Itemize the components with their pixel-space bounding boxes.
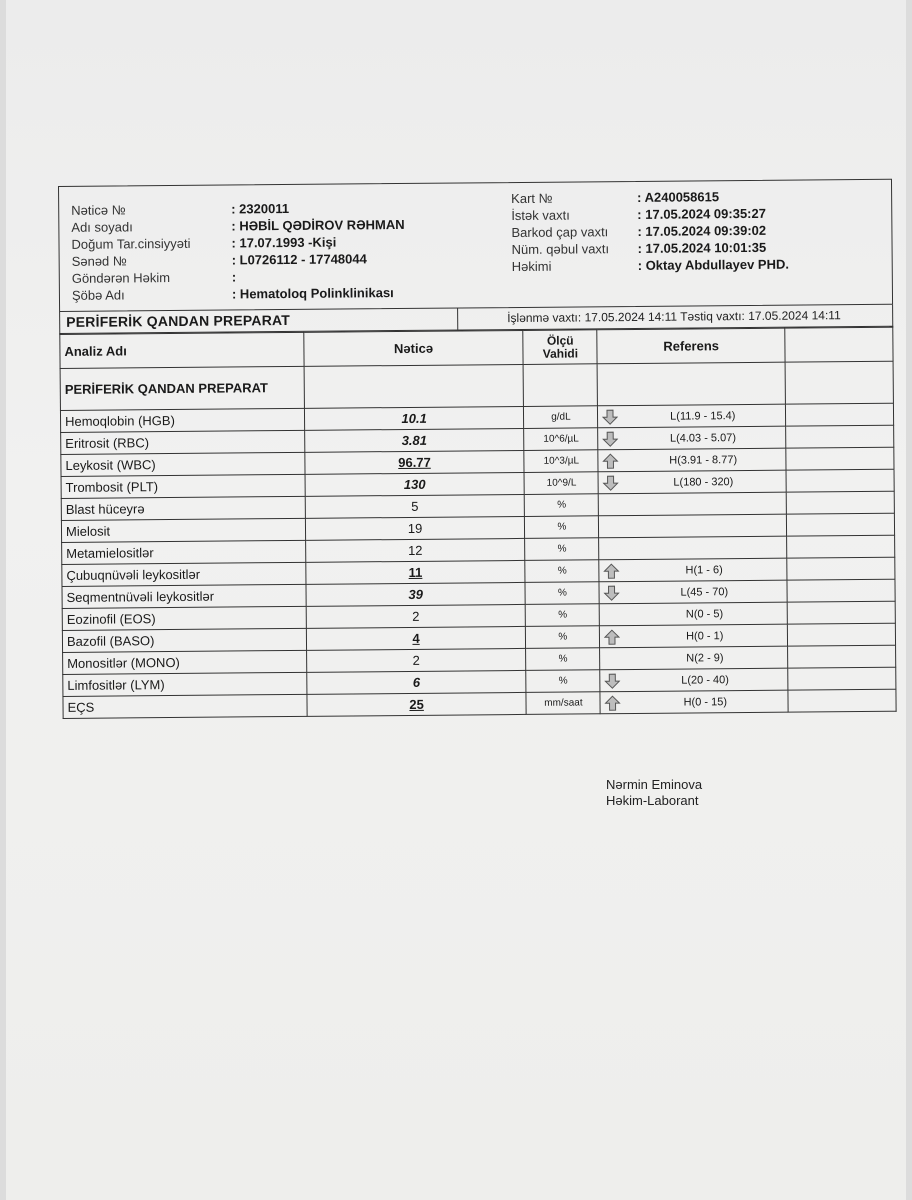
reference-cell [598,448,786,472]
arrow-up-icon [603,453,619,469]
extra-cell [787,557,895,580]
unit: mm/saat [526,692,600,715]
header-extra [785,327,893,362]
header-reference: Referens [597,328,785,364]
reference-range [626,547,783,548]
header-analysis-name: Analiz Adı [60,332,304,368]
result-value: 19 [407,520,423,536]
field-value: : 17.07.1993 -Kişi [231,234,337,251]
field-label: Nəticə № [71,202,126,218]
extra-cell [788,645,896,668]
reference-range: N(0 - 5) [685,607,724,621]
request-info [511,189,789,276]
field-label: Doğum Tar.cinsiyyəti [71,235,191,252]
analysis-name: Seqmentnüvəli leykositlər [62,584,306,608]
reference [602,407,781,425]
group-title: PERİFERİK QANDAN PREPARAT [60,366,304,410]
field-value: : L0726112 - 17748044 [231,251,367,268]
result-cell [306,582,526,606]
result-cell [305,538,525,562]
result-value: 6 [412,674,421,690]
extra-cell [787,623,895,646]
result-value: 10.1 [401,410,427,427]
field-value: : 17.05.2024 09:35:27 [637,205,766,222]
field-label: Barkod çap vaxtı [511,224,609,241]
analysis-name: Metamielositlər [62,540,306,564]
result-value: 25 [409,696,424,712]
header-field [512,257,789,276]
reference [603,473,782,491]
field-value: : [231,269,237,285]
reference [603,451,782,469]
result-value: 3.81 [401,432,428,449]
reference [605,693,784,711]
unit: 10^9/L [524,472,598,495]
reference-cell [598,404,786,428]
reference-range: N(2 - 9) [686,651,724,665]
arrow-down-icon [605,673,621,689]
extra-cell [786,447,894,470]
reference [604,583,783,601]
result-cell [305,472,525,496]
result-value: 4 [412,630,420,646]
reference [604,649,783,667]
extra-cell [788,689,896,712]
unit: % [526,604,600,627]
result-cell [305,494,525,518]
reference-cell [599,580,787,604]
reference-cell [598,470,786,494]
field-value: : 17.05.2024 09:39:02 [637,222,767,239]
extra-cell [786,491,894,514]
section-divider [457,309,458,330]
reference-range: L(20 - 40) [681,673,729,687]
reference [603,429,782,447]
reference-cell [598,426,786,450]
field-label: Göndərən Həkim [71,270,171,286]
analysis-name: Limfositlər (LYM) [63,672,307,696]
unit: % [525,538,599,561]
field-value: : Hematoloq Polinklinikası [231,285,394,302]
patient-info [71,200,405,305]
reference [604,605,783,623]
result-value: 39 [408,586,423,602]
reference-cell [600,624,788,648]
analysis-name: Mielosit [61,518,305,542]
analysis-name: Monositlər (MONO) [63,650,307,674]
arrow-up-icon [604,563,620,579]
field-label: Şöbə Adı [71,287,125,303]
arrow-down-icon [604,585,620,601]
analysis-name: Çubuqnüvəli leykositlər [62,562,306,586]
unit: % [525,560,599,583]
unit: 10^3/µL [524,450,598,473]
extra-cell [787,601,895,624]
signature-block [606,777,702,809]
result-cell [306,560,526,584]
field-label: Adı soyadı [71,219,133,235]
field-label: Həkimi [511,258,552,275]
extra-cell [788,667,896,690]
analysis-name: Hemoqlobin (HGB) [60,408,304,432]
section-title: PERİFERİK QANDAN PREPARAT [66,311,291,330]
field-label: Sənəd № [71,253,127,269]
reference-range: H(0 - 15) [683,695,728,709]
reference [603,495,782,513]
result-cell [304,428,524,452]
unit: % [526,626,600,649]
header-result: Nəticə [304,330,524,366]
reference-range: L(4.03 - 5.07) [669,431,737,445]
reference-range: L(45 - 70) [680,585,729,599]
field-label: İstək vaxtı [511,207,570,224]
result-value: 130 [403,476,426,492]
result-value: 11 [408,564,423,580]
reference-cell [600,690,788,714]
reference [604,627,783,645]
reference-cell [599,492,787,516]
extra-cell [786,469,894,492]
unit: % [526,648,600,671]
reference-cell [600,602,788,626]
analysis-name: EÇS [63,694,307,718]
reference [605,671,784,689]
analysis-name: Trombosit (PLT) [61,474,305,498]
arrow-up-icon [605,695,621,711]
results-table [59,327,896,719]
reference-range: H(3.91 - 8.77) [669,453,738,467]
group-row [60,361,893,410]
result-value: 12 [407,542,423,558]
extra-cell [787,579,895,602]
reference-range [625,503,782,504]
result-cell [306,670,526,694]
reference-range: L(11.9 - 15.4) [670,409,736,423]
unit: g/dL [524,406,598,429]
result-cell [306,626,526,650]
result-cell [306,604,526,628]
analysis-name: Blast hüceyrə [61,496,305,520]
result-cell [307,692,527,716]
field-value: : 17.05.2024 10:01:35 [637,239,767,256]
header-unit: Ölçü Vahidi [523,330,597,365]
reference-cell [600,646,788,670]
result-cell [305,516,525,540]
field-label: Kart № [511,190,553,207]
header-field [72,285,405,305]
analysis-name: Eritrosit (RBC) [61,430,305,454]
paper-sheet [6,0,906,1200]
unit: % [525,494,599,517]
arrow-down-icon [603,475,619,491]
lab-report [58,179,897,758]
result-cell [306,648,526,672]
unit: % [525,582,599,605]
arrow-up-icon [604,629,620,645]
signer-name: Nərmin Eminova [606,777,703,792]
report-header [58,179,893,312]
unit: % [526,670,600,693]
reference [603,539,782,557]
result-value: 2 [412,608,420,624]
unit: 10^6/µL [524,428,598,451]
analysis-name: Eozinofil (EOS) [62,606,306,630]
field-label: Nüm. qəbul vaxtı [511,241,610,258]
result-cell [304,406,524,430]
signer-title: Həkim-Laborant [606,793,699,808]
reference-cell [600,668,788,692]
result-value: 5 [411,498,419,514]
reference-cell [599,558,787,582]
result-value: 96.77 [398,454,431,471]
field-value: : A240058615 [637,189,720,205]
extra-cell [787,535,895,558]
arrow-down-icon [603,431,619,447]
analysis-name: Leykosit (WBC) [61,452,305,476]
extra-cell [787,513,895,536]
field-value: : 2320011 [231,200,290,217]
arrow-down-icon [602,409,618,425]
reference-range: H(0 - 1) [686,629,724,643]
field-value: : HƏBİL QƏDİROV RƏHMAN [231,216,405,234]
processing-times: İşlənmə vaxtı: 17.05.2024 14:11 Təstiq vaxtı: 17.05.2024 14:11 [507,308,841,326]
extra-cell [786,403,894,426]
field-value: : Oktay Abdullayev PHD. [637,256,790,273]
reference-cell [599,514,787,538]
unit: % [525,516,599,539]
result-cell [305,450,525,474]
reference-range: L(180 - 320) [673,475,734,489]
reference [604,561,783,579]
result-value: 2 [412,652,420,668]
reference-range [625,525,782,526]
analysis-name: Bazofil (BASO) [62,628,306,652]
reference-cell [599,536,787,560]
reference-range: H(1 - 6) [685,563,723,577]
reference [603,517,782,535]
extra-cell [786,425,894,448]
